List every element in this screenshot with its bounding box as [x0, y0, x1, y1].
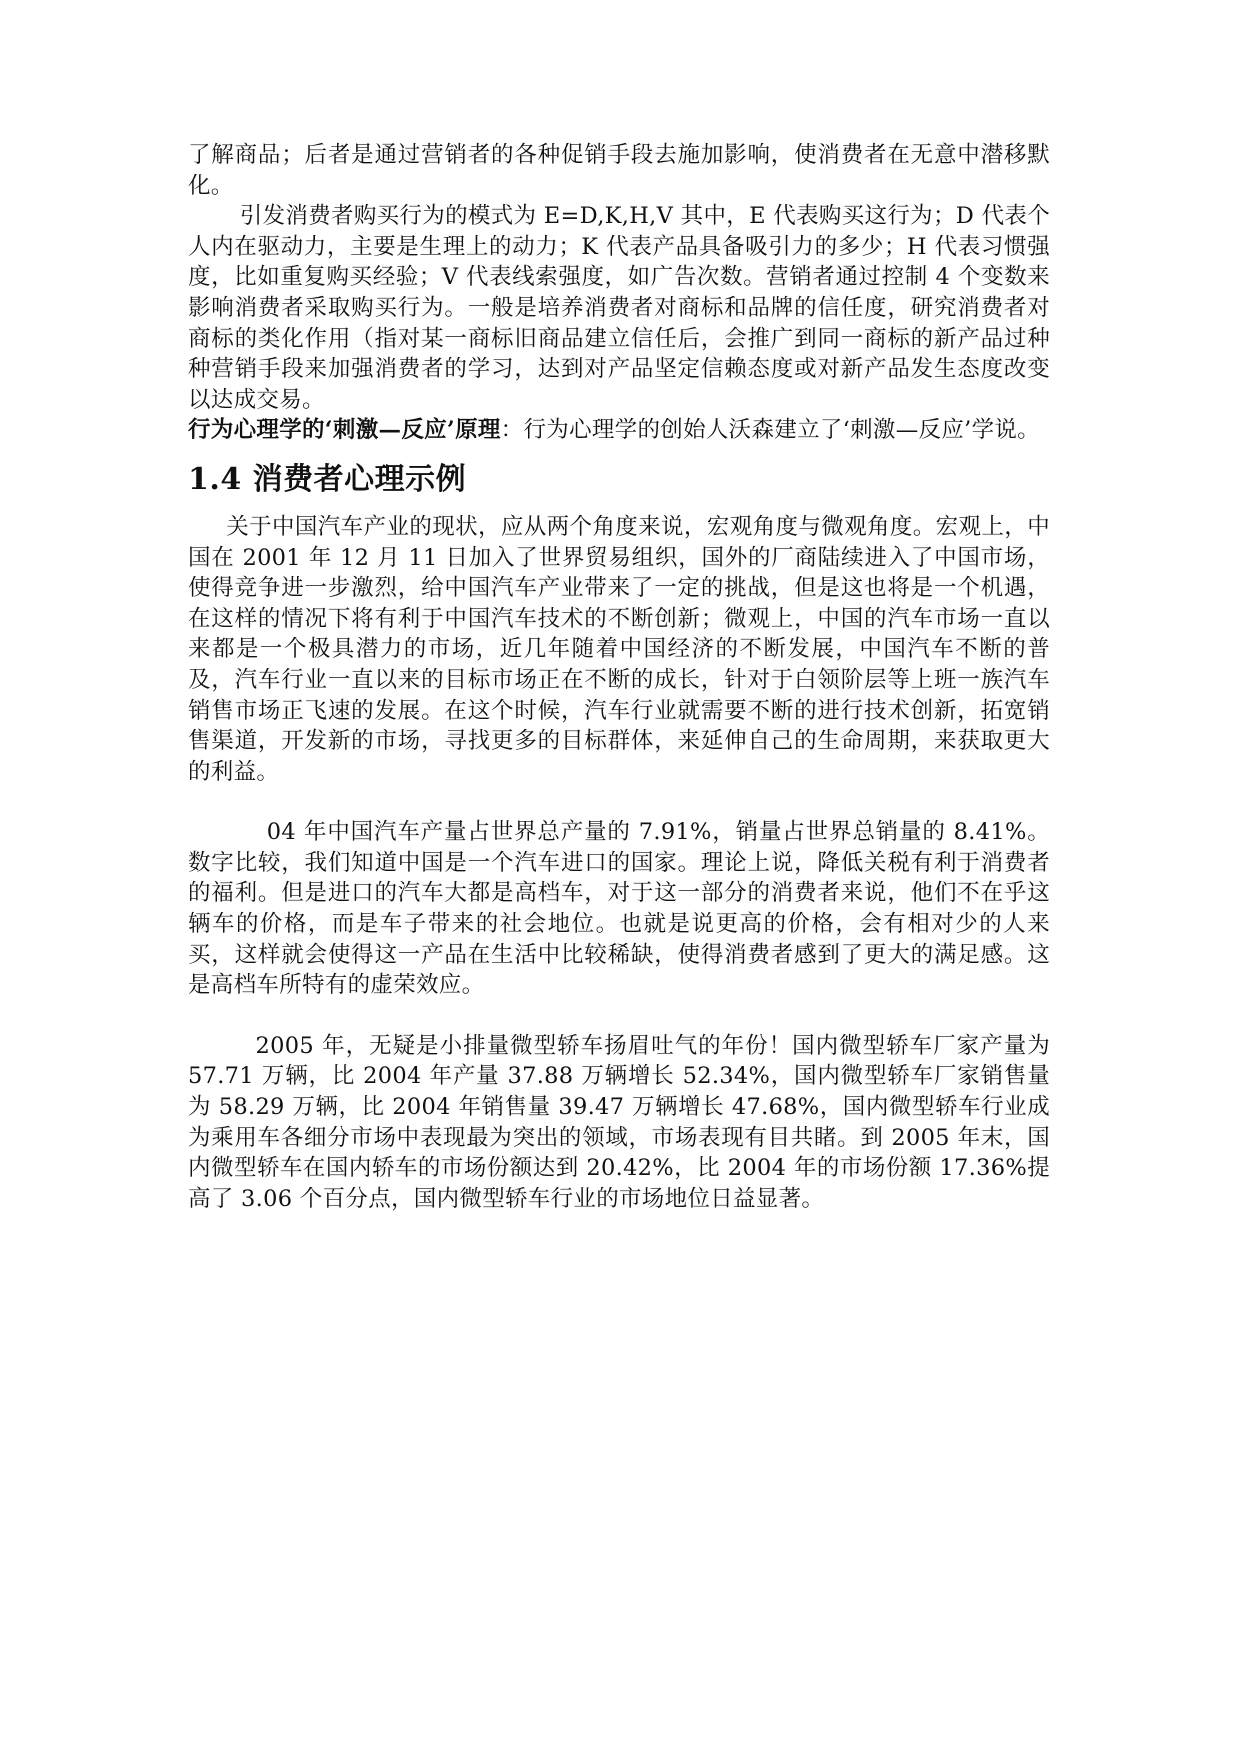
paragraph-mini-car-2005: 2005 年，无疑是小排量微型轿车扬眉吐气的年份！国内微型轿车厂家产量为 57.71 万辆，比 2004 年产量 37.88 万辆增长 52.34%，国内微型轿车厂家销售量为 58.29 万辆，比 2004 年销售量 39.47 万辆增长 47.68%，国内微型轿车行业成为乘用车各细分市场中表现最为突出的领域，市场表现有目共睹。到 2005 年末，国内微型轿车在国内轿车的市场份额达到 20.42%，比 2004 年的市场份额 17.36%提高了 3.06 个百分点，国内微型轿车行业的市场地位日益显著。 — [188, 1032, 1050, 1212]
paragraph-import-statistics: 04 年中国汽车产量占世界总产量的 7.91%，销量占世界总销量的 8.41%。数字比较，我们知道中国是一个汽车进口的国家。理论上说，降低关税有利于消费者的福利。但是进口的汽车大都是高档车，对于这一部分的消费者来说，他们不在乎这辆车的价格，而是车子带来的社会地位。也就是说更高的价格，会有相对少的人来买，这样就会使得这一产品在生活中比较稀缺，使得消费者感到了更大的满足感。这是高档车所特有的虚荣效应。 — [188, 819, 1050, 999]
stimulus-response-term: 行为心理学的‘刺激—反应’原理 — [188, 417, 501, 444]
paragraph-auto-industry-status: 关于中国汽车产业的现状，应从两个角度来说，宏观角度与微观角度。宏观上，中国在 2001 年 12 月 11 日加入了世界贸易组织，国外的厂商陆续进入了中国市场，使得竞争进一步激烈，给中国汽车产业带来了一定的挑战，但是这也将是一个机遇，在这样的情况下将有利于中国汽车技术的不断创新；微观上，中国的汽车市场一直以来都是一个极具潜力的市场，近几年随着中国经济的不断发展，中国汽车不断的普及，汽车行业一直以来的目标市场正在不断的成长，针对于白领阶层等上班一族汽车销售市场正飞速的发展。在这个时候，汽车行业就需要不断的进行技术创新，拓宽销售渠道，开发新的市场，寻找更多的目标群体，来延伸自己的生命周期，来获取更大的利益。 — [188, 513, 1050, 785]
paragraph-spacer — [188, 1001, 1050, 1031]
stimulus-response-description: ：行为心理学的创始人沃森建立了‘刺激—反应’学说。 — [500, 417, 1040, 444]
paragraph-spacer — [188, 787, 1050, 817]
paragraph-stimulus-response — [188, 415, 1050, 446]
document-body — [188, 140, 1050, 1214]
paragraph-purchase-model: 引发消费者购买行为的模式为 E=D,K,H,V 其中，E 代表购买这行为；D 代表个人内在驱动力，主要是生理上的动力；K 代表产品具备吸引力的多少；H 代表习惯强度，比如重复购买经验；V 代表线索强度，如广告次数。营销者通过控制 4 个变数来影响消费者采取购买行为。一般是培养消费者对商标和品牌的信任度，研究消费者对商标的类化作用（指对某一商标旧商品建立信任后，会推广到同一商标的新产品过种种营销手段来加强消费者的学习，达到对产品坚定信赖态度或对新产品发生态度改变以达成交易。 — [188, 203, 1050, 413]
section-heading: 1.4 消费者心理示例 — [188, 461, 467, 497]
paragraph-marketing-influence: 了解商品；后者是通过营销者的各种促销手段去施加影响，使消费者在无意中潜移默化。 — [188, 142, 1050, 199]
